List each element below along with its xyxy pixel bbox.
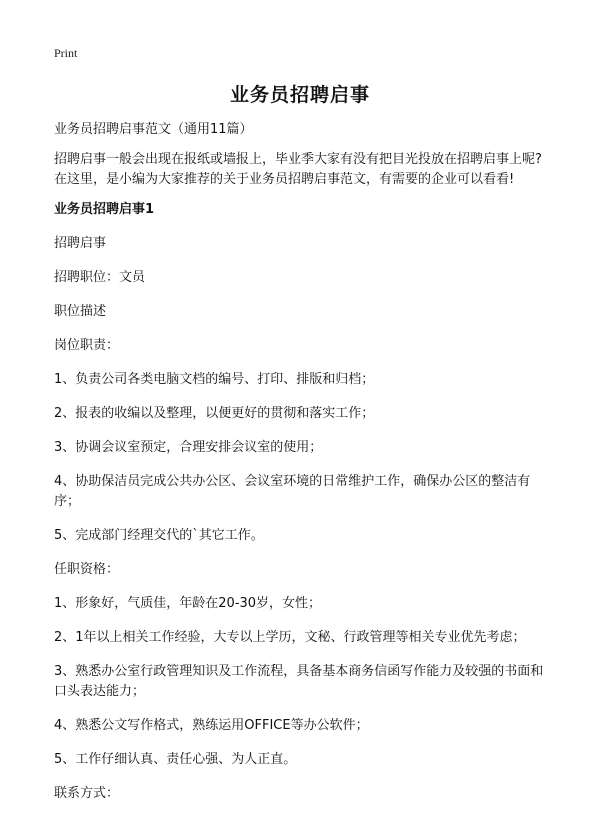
paragraph-duties-heading: 岗位职责： [54,338,120,353]
paragraph-notice: 招聘启事 [54,236,107,251]
list-item-duty-5: 5、完成部门经理交代的`其它工作。 [54,528,264,543]
list-item-qualification-1: 1、形象好，气质佳，年龄在20-30岁，女性； [54,596,322,611]
paragraph-position: 招聘职位：文员 [54,270,146,285]
list-item-duty-4: 4、协助保洁员完成公共办公区、会议室环境的日常维护工作，确保办公区的整洁有序； [54,474,531,509]
page-title: 业务员招聘启事 [229,84,370,106]
paragraph-job-description: 职位描述 [54,304,107,319]
print-link[interactable]: Print [54,46,78,60]
document-subtitle: 业务员招聘启事范文（通用11篇） [54,122,253,137]
paragraph-contact-heading: 联系方式： [54,786,120,801]
intro-paragraph: 招聘启事一般会出现在报纸或墙报上，毕业季大家有没有把目光投放在招聘启事上呢?在这里，是小编为大家推荐的关于业务员招聘启事范文，有需要的企业可以看看! [54,152,542,187]
list-item-duty-2: 2、报表的收编以及整理，以便更好的贯彻和落实工作； [54,406,375,421]
list-item-duty-3: 3、协调会议室预定，合理安排会议室的使用； [54,440,323,455]
list-item-qualification-5: 5、工作仔细认真、责任心强、为人正直。 [54,752,297,767]
section-heading: 业务员招聘启事1 [54,202,155,217]
list-item-qualification-4: 4、熟悉公文写作格式，熟练运用OFFICE等办公软件； [54,718,369,733]
list-item-duty-1: 1、负责公司各类电脑文档的编号、打印、排版和归档； [54,372,375,387]
document-body [54,120,554,818]
list-item-qualification-2: 2、1年以上相关工作经验，大专以上学历，文秘、行政管理等相关专业优先考虑； [54,630,526,645]
paragraph-qualifications-heading: 任职资格： [54,562,120,577]
list-item-qualification-3: 3、熟悉办公室行政管理知识及工作流程，具备基本商务信函写作能力及较强的书面和口头表达能力； [54,664,544,699]
